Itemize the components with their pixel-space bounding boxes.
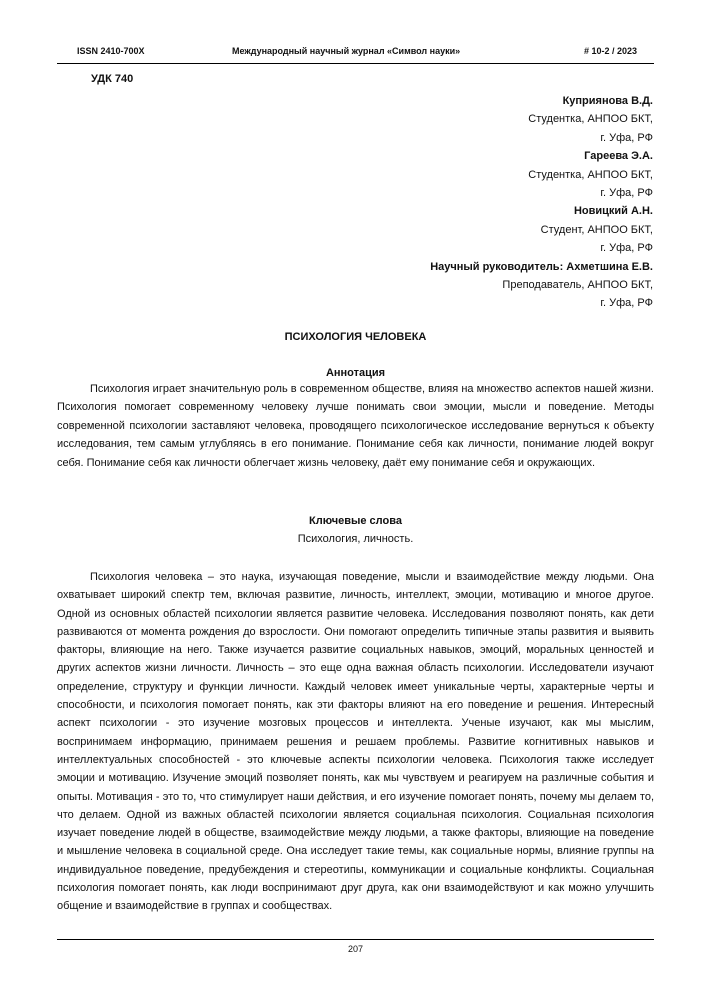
author-name: Куприянова В.Д. (562, 95, 653, 107)
supervisor-name: Научный руководитель: Ахметшина Е.В. (430, 260, 653, 273)
issn-label: ISSN 2410-700X (77, 46, 145, 56)
footer-divider (57, 939, 654, 940)
header-divider (57, 63, 654, 64)
author-name: Гареева Э.А. (584, 150, 653, 163)
abstract-heading: Аннотация (325, 367, 386, 379)
issue-label: # 10-2 / 2023 (583, 46, 637, 56)
author-block (233, 92, 653, 313)
supervisor-position: Преподаватель, АНПОО БКТ, (502, 279, 653, 292)
udk-code: УДК 740 (91, 73, 134, 85)
author-city: г. Уфа, РФ (600, 242, 653, 255)
journal-title: Международный научный журнал «Символ науки» (232, 46, 461, 56)
body-paragraph: Психология человека – это наука, изучающая поведение, мысли и взаимодействие между людьми. Она охватывает широкий спектр тем, включая развитие, личность, интеллект, эмоции, мотивацию и многое другое. Одной из основных областей психологии является развитие человека. Исследования позволяют понять, как дети развиваются от момента рождения до взрослости. Они помогают определить типичные этапы развития и выявить факторы, влияющие на него. Также изучается развитие социальных навыков, эмоций, моральных ценностей и других аспектов жизни личности. Личность – это еще одна важная область психологии. Исследователи изучают определение, структуру и функции личности. Каждый человек имеет уникальные черты, характерные черты и способности, и психология помогает понять, как эти факторы влияют на его поведение и решения. Интересный аспект психологии - это изучение мозговых процессов и интеллекта. Ученые изучают, как мы мыслим, воспринимаем информацию, принимаем решения и решаем проблемы. Развитие когнитивных навыков и интеллектуальных способностей - это ключевые аспекты психологии человека. Психология также исследует эмоции и мотивацию. Изучение эмоций позволяет понять, как мы чувствуем и реагируем на различные события и опыты. Мотивация - это то, что стимулирует наши действия, и его изучение помогает понять, почему мы делаем то, что делаем. Одной из важных областей психологии является социальная психология. Социальная психология изучает поведение людей в обществе, взаимодействие между людьми, а также факторы, влияющие на поведение и мышление человека в социальной среде. Она исследует такие темы, как социальные нормы, влияние группы на индивидуальное поведение, предубеждения и стереотипы, коммуникации и социальные конфликты. Социальная психология помогает понять, как люди воспринимают друг друга, как они взаимодействуют и как можно улучшить общение и взаимодействие в группах и сообществах. (57, 571, 654, 913)
keywords-text: Психология, личность. (297, 533, 414, 545)
supervisor-city: г. Уфа, РФ (600, 297, 653, 310)
author-name: Новицкий А.Н. (573, 205, 653, 218)
article-title: ПСИХОЛОГИЯ ЧЕЛОВЕКА (284, 331, 427, 343)
keywords-heading: Ключевые слова (309, 515, 402, 527)
author-city: г. Уфа, РФ (600, 131, 653, 144)
running-header (77, 46, 637, 60)
abstract-text: Психология играет значительную роль в современном обществе, влияя на множество аспектов нашей жизни. Психология помогает современному человеку лучше понимать свои эмоции, мысли и поведение. Методы современной психологии заставляют человека, проводящего психологическое исследование вернуться к объекту исследования, тем самым углубляясь в его понимание. Понимание себя как личности, понимание людей вокруг себя. Понимание себя как личности облегчает жизнь человеку, даёт ему понимание себя и окружающих. (57, 383, 654, 469)
author-position: Студент, АНПОО БКТ, (540, 223, 653, 236)
author-position: Студентка, АНПОО БКТ, (528, 168, 653, 181)
author-city: г. Уфа, РФ (600, 187, 653, 200)
author-position: Студентка, АНПОО БКТ, (528, 113, 653, 126)
page-number: 207 (347, 944, 364, 954)
